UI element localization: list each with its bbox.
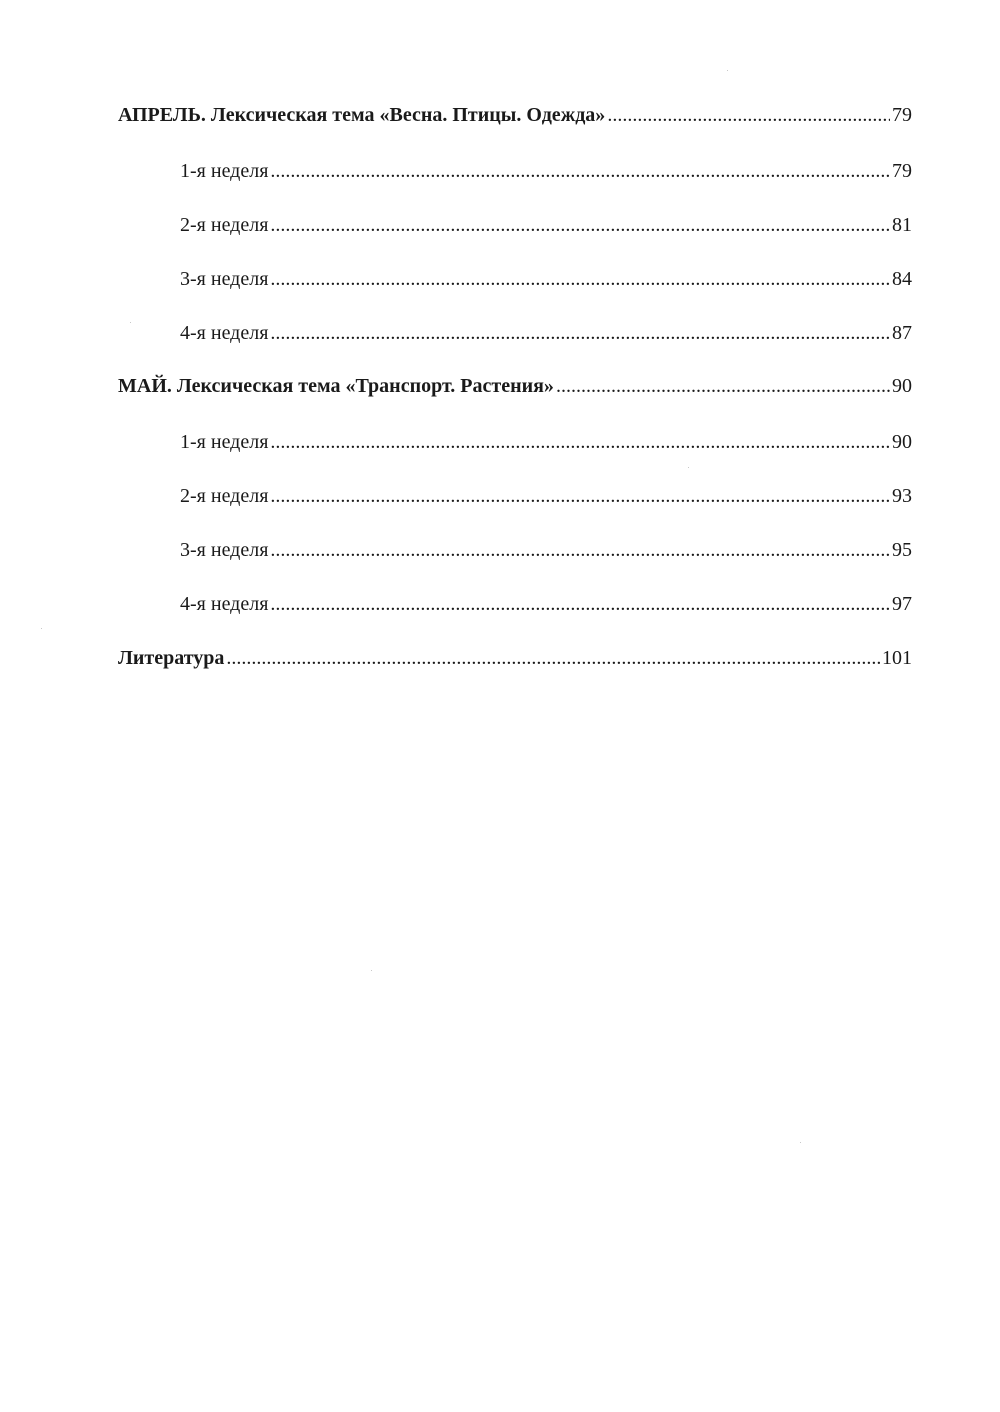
toc-entry-literature[interactable] [118, 646, 912, 670]
scan-speck [688, 467, 689, 468]
toc-entry-may-week-1[interactable] [180, 430, 912, 454]
page-number: 101 [882, 647, 912, 669]
dot-leader [270, 213, 890, 237]
section-title: Лексическая тема «Весна. Птицы. Одежда» [210, 104, 606, 126]
page-number: 90 [892, 375, 912, 397]
toc-entry-may[interactable] [118, 374, 912, 398]
dot-leader [270, 267, 890, 291]
week-label: 4-я неделя [180, 322, 269, 344]
toc-entry-may-week-4[interactable] [180, 592, 912, 616]
dot-leader [270, 321, 890, 345]
dot-leader [226, 646, 880, 670]
page-number: 97 [892, 593, 912, 615]
week-label: 3-я неделя [180, 539, 269, 561]
month-name: АПРЕЛЬ. [118, 104, 206, 126]
dot-leader [270, 592, 890, 616]
page-number: 90 [892, 431, 912, 453]
dot-leader [270, 159, 890, 183]
page-number: 79 [892, 160, 912, 182]
scan-speck [800, 1142, 801, 1143]
toc-entry-april-week-2[interactable] [180, 213, 912, 237]
toc-entry-may-week-2[interactable] [180, 484, 912, 508]
week-label: 2-я неделя [180, 485, 269, 507]
toc-entry-label: Литература [118, 647, 225, 669]
page-number: 84 [892, 268, 912, 290]
week-label: 1-я неделя [180, 160, 269, 182]
dot-leader [270, 538, 890, 562]
dot-leader [270, 430, 890, 454]
scan-speck [41, 628, 42, 629]
toc-entry-april[interactable] [118, 103, 912, 127]
scan-speck [727, 70, 728, 71]
page-number: 95 [892, 539, 912, 561]
dot-leader [556, 374, 890, 398]
page-number: 79 [892, 104, 912, 126]
section-title: Лексическая тема «Транспорт. Растения» [176, 375, 554, 397]
toc-entry-label [118, 374, 554, 398]
dot-leader [270, 484, 890, 508]
week-label: 4-я неделя [180, 593, 269, 615]
scan-speck [130, 322, 131, 323]
month-name: МАЙ. [118, 375, 172, 397]
toc-entry-april-week-4[interactable] [180, 321, 912, 345]
week-label: 2-я неделя [180, 214, 269, 236]
toc-entry-label [118, 103, 605, 127]
toc-entry-april-week-3[interactable] [180, 267, 912, 291]
page-number: 81 [892, 214, 912, 236]
page-number: 87 [892, 322, 912, 344]
toc-entry-may-week-3[interactable] [180, 538, 912, 562]
scan-speck [371, 970, 372, 971]
week-label: 3-я неделя [180, 268, 269, 290]
toc-entry-april-week-1[interactable] [180, 159, 912, 183]
page-number: 93 [892, 485, 912, 507]
week-label: 1-я неделя [180, 431, 269, 453]
dot-leader [607, 103, 890, 127]
